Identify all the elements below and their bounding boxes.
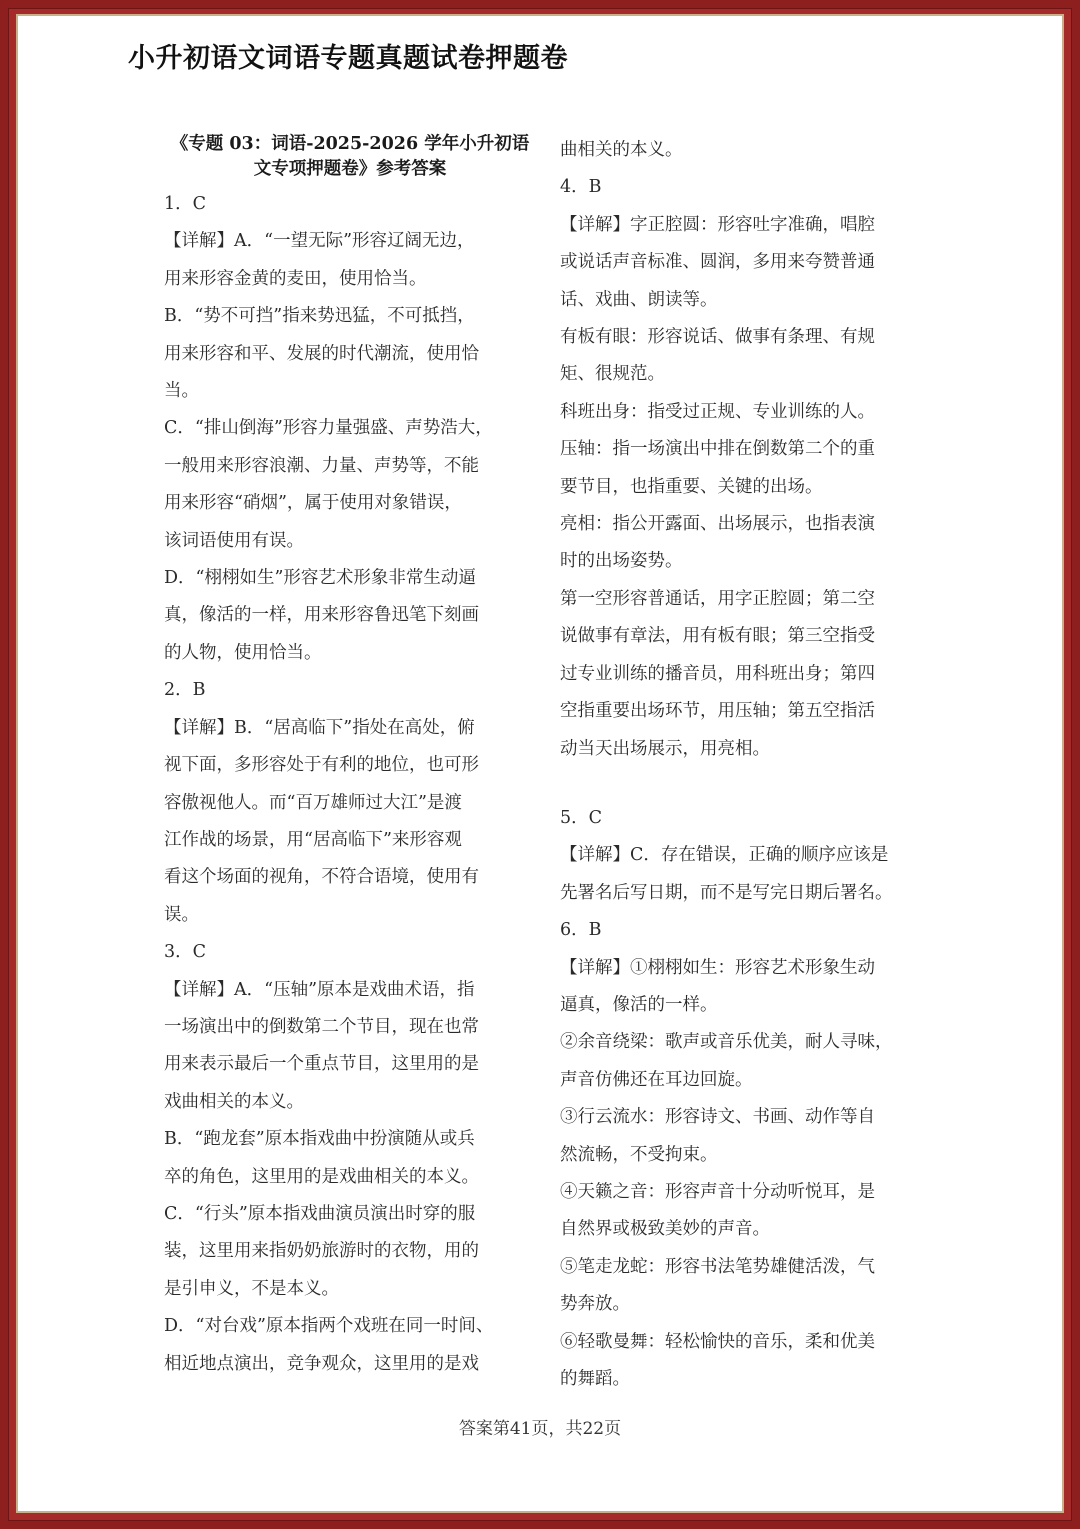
right-column-text-upper	[560, 132, 932, 768]
text-line: 第一空形容普通话，用字正腔圆；第二空	[560, 588, 875, 609]
text-line: 6．B	[560, 920, 602, 941]
left-column-text	[164, 186, 536, 1383]
text-line: C．“行头”原本指戏曲演员演出时穿的服	[164, 1203, 476, 1224]
text-line: 卒的角色，这里用的是戏曲相关的本义。	[164, 1166, 479, 1187]
text-line: 时的出场姿势。	[560, 551, 683, 572]
text-line: 要节目，也指重要、关键的出场。	[560, 476, 823, 497]
text-line: 的舞蹈。	[560, 1369, 630, 1389]
text-line: 用来形容金黄的麦田，使用恰当。	[164, 268, 427, 289]
right-column-text-lower	[560, 800, 932, 1399]
text-line: D．“栩栩如生”形容艺术形象非常生动逼	[164, 568, 476, 589]
text-line: 过专业训练的播音员，用科班出身；第四	[560, 663, 875, 684]
text-line: 先署名后写日期，而不是写完日期后署名。	[560, 882, 893, 903]
text-line: ③行云流水：形容诗文、书画、动作等自	[560, 1107, 875, 1128]
text-line: 【详解】①栩栩如生：形容艺术形象生动	[560, 957, 875, 978]
text-line: 真，像活的一样，用来形容鲁迅笔下刻画	[164, 605, 479, 626]
text-line: 势奔放。	[560, 1294, 630, 1315]
text-line: 或说话声音标准、圆润，多用来夸赞普通	[560, 252, 875, 273]
text-line: 有板有眼：形容说话、做事有条理、有规	[560, 327, 875, 348]
text-line: 3．C	[164, 942, 207, 963]
text-line: 用来表示最后一个重点节目，这里用的是	[164, 1054, 479, 1075]
text-line: 说做事有章法，用有板有眼；第三空指受	[560, 626, 875, 647]
left-column	[164, 132, 536, 1383]
text-line: 空指重要出场环节，用压轴；第五空指活	[560, 701, 875, 722]
text-line: 的人物，使用恰当。	[164, 642, 322, 663]
text-line: 容傲视他人。而“百万雄师过大江”是渡	[164, 792, 462, 813]
text-line: 声音仿佛还在耳边回旋。	[560, 1069, 753, 1090]
text-line: 视下面，多形容处于有利的地位，也可形	[164, 755, 479, 776]
document-title: 小升初语文词语专题真题试卷押题卷	[128, 43, 568, 74]
text-line: 1．C	[164, 194, 207, 214]
text-line: 相近地点演出，竞争观众，这里用的是戏	[164, 1353, 479, 1374]
text-line: 江作战的场景，用“居高临下”来形容观	[164, 829, 462, 850]
answer-key-title	[164, 132, 536, 182]
text-line: 是引申义，不是本义。	[164, 1278, 339, 1299]
text-line: B．“势不可挡”指来势迅猛，不可抵挡，	[164, 306, 475, 327]
text-line: 科班出身：指受过正规、专业训练的人。	[560, 401, 875, 422]
text-line: ②余音绕梁：歌声或音乐优美，耐人寻味，	[560, 1032, 893, 1053]
text-line: 该词语使用有误。	[164, 530, 304, 551]
text-line: 看这个场面的视角，不符合语境，使用有	[164, 867, 479, 888]
text-line: 动当天出场展示，用亮相。	[560, 738, 770, 759]
answer-key-title-line-2: 文专项押题卷》参考答案	[253, 159, 447, 179]
text-line: 装，这里用来指奶奶旅游时的衣物，用的	[164, 1241, 479, 1262]
text-line: 用来形容和平、发展的时代潮流，使用恰	[164, 343, 479, 364]
text-line: ⑥轻歌曼舞：轻松愉快的音乐，柔和优美	[560, 1331, 875, 1352]
text-line: 当。	[164, 381, 199, 402]
text-line: 误。	[164, 904, 199, 925]
text-line: 【详解】C．存在错误，正确的顺序应该是	[560, 845, 889, 866]
text-line: 2．B	[164, 680, 206, 701]
text-line: 话、戏曲、朗读等。	[560, 289, 718, 310]
text-line: 逼真，像活的一样。	[560, 994, 718, 1015]
text-line: ④天籁之音：形容声音十分动听悦耳，是	[560, 1181, 875, 1202]
text-line: 一般用来形容浪潮、力量、声势等，不能	[164, 455, 479, 476]
text-line: 然流畅，不受拘束。	[560, 1144, 718, 1165]
text-line: 压轴：指一场演出中排在倒数第二个的重	[560, 439, 875, 460]
text-line: D．“对台戏”原本指两个戏班在同一时间、	[164, 1316, 494, 1337]
text-line: 【详解】A．“一望无际”形容辽阔无边，	[164, 231, 475, 252]
text-line: 自然界或极致美妙的声音。	[560, 1219, 770, 1240]
text-line: 【详解】B．“居高临下”指处在高处，俯	[164, 717, 475, 738]
paragraph-gap	[560, 768, 932, 800]
text-line: 用来形容“硝烟”，属于使用对象错误，	[164, 493, 462, 514]
text-line: C．“排山倒海”形容力量强盛、声势浩大，	[164, 418, 493, 439]
text-line: 亮相：指公开露面、出场展示，也指表演	[560, 514, 875, 535]
answer-key-title-line-1: 《专题 03：词语-2025-2026 学年小升初语	[170, 134, 530, 154]
page-footer: 答案第41页，共22页	[458, 1419, 622, 1439]
text-line: 戏曲相关的本义。	[164, 1091, 304, 1112]
text-line: 【详解】A．“压轴”原本是戏曲术语，指	[164, 979, 475, 1000]
document-page	[16, 14, 1064, 1513]
text-line: 4．B	[560, 177, 602, 198]
text-line: B．“跑龙套”原本指戏曲中扮演随从或兵	[164, 1129, 475, 1150]
text-line: 矩、很规范。	[560, 364, 665, 385]
text-line: 【详解】字正腔圆：形容吐字准确，唱腔	[560, 214, 875, 235]
text-line: 一场演出中的倒数第二个节目，现在也常	[164, 1016, 479, 1037]
text-line: 5．C	[560, 807, 603, 828]
text-line: ⑤笔走龙蛇：形容书法笔势雄健活泼，气	[560, 1256, 875, 1277]
text-line: 曲相关的本义。	[560, 140, 683, 160]
right-column	[560, 132, 932, 1398]
